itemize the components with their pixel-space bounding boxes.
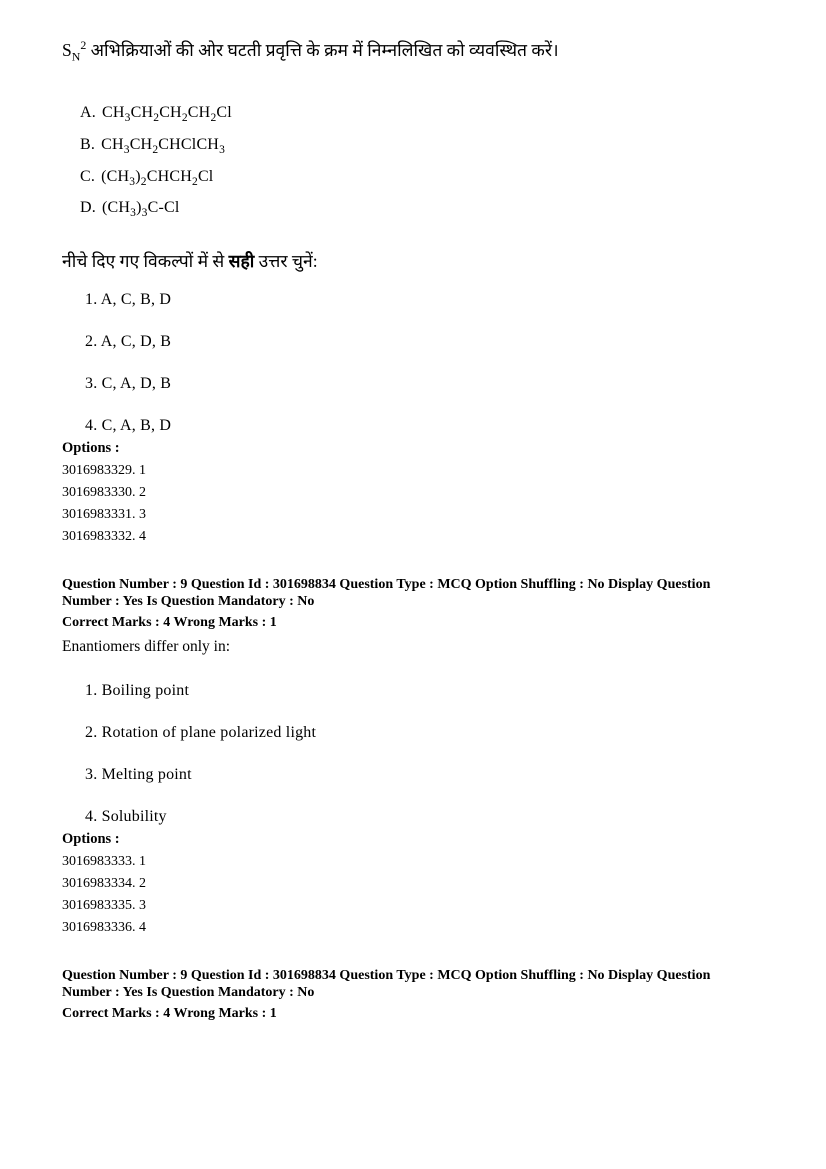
question-9-header-line-1: Question Number : 9 Question Id : 301698834 Question Type : MCQ Option Shuffling : No Display Question [62, 576, 711, 592]
option-id-row: 3016983332. 4 [62, 528, 146, 544]
question-8-stem: $S_N^2$ अभिक्रियाओं की ओर घटती प्रवृत्ति के क्रम में निम्नलिखित को व्यवस्थित करें। [62, 38, 559, 64]
choice-a-label: A. [80, 104, 96, 122]
question-8-instruction: नीचे दिए गए विकल्पों में से सही उत्तर चुनें: [62, 250, 318, 271]
answer-option-4: 4. C, A, B, D [85, 416, 172, 434]
option-id-row: 3016983333. 1 [62, 853, 146, 869]
answer-option-3: 3. C, A, D, B [85, 374, 172, 392]
question-9-options-heading: Options : [62, 830, 120, 847]
question-10-marks: Correct Marks : 4 Wrong Marks : 1 [62, 1005, 277, 1021]
question-8-choice-list [80, 103, 764, 223]
choice-a-formula: $CH_3CH_2CH_2CH_2Cl$ [101, 104, 232, 125]
answer-option-2: 2. A, C, D, B [85, 332, 172, 350]
option-id-row: 3016983329. 1 [62, 462, 146, 478]
question-9-option-ids [62, 851, 764, 939]
question-9-meta [62, 576, 764, 632]
option-id-row: 3016983334. 2 [62, 875, 146, 891]
question-10-header-line-2: Number : Yes Is Question Mandatory : No [62, 985, 315, 1001]
question-10-meta [62, 967, 764, 1023]
choice-d [80, 198, 764, 223]
question-9-stem: Enantiomers differ only in: [62, 637, 231, 655]
question-8-option-ids [62, 460, 764, 548]
question-8-answer-list [85, 290, 764, 436]
question-10-header-line-1: Question Number : 9 Question Id : 301698834 Question Type : MCQ Option Shuffling : No Display Question [62, 967, 711, 983]
answer-option-1: 1. A, C, B, D [85, 290, 172, 308]
question-9-marks: Correct Marks : 4 Wrong Marks : 1 [62, 614, 277, 630]
answer-option-2: 2. Rotation of plane polarized light [85, 723, 317, 741]
choice-c-formula: $(CH_3)_2CHCH_2Cl$ [101, 167, 214, 188]
choice-a [80, 103, 764, 128]
question-9-answer-list [85, 681, 764, 827]
option-id-row: 3016983331. 3 [62, 506, 146, 522]
choice-c [80, 167, 764, 192]
answer-option-4: 4. Solubility [85, 807, 167, 825]
choice-b [80, 135, 764, 160]
option-id-row: 3016983335. 3 [62, 897, 146, 913]
answer-option-1: 1. Boiling point [85, 681, 190, 699]
option-id-row: 3016983330. 2 [62, 484, 146, 500]
answer-option-3: 3. Melting point [85, 765, 192, 783]
choice-d-label: D. [80, 199, 96, 217]
option-id-row: 3016983336. 4 [62, 919, 146, 935]
question-9-header-line-2: Number : Yes Is Question Mandatory : No [62, 594, 315, 610]
choice-c-label: C. [80, 167, 96, 185]
choice-b-label: B. [80, 136, 96, 154]
choice-d-formula: $(CH_3)_3C-Cl$ [101, 199, 180, 220]
choice-b-formula: $CH_3CH_2CHClCH_3$ [101, 136, 226, 157]
question-8-options-heading: Options : [62, 439, 120, 456]
